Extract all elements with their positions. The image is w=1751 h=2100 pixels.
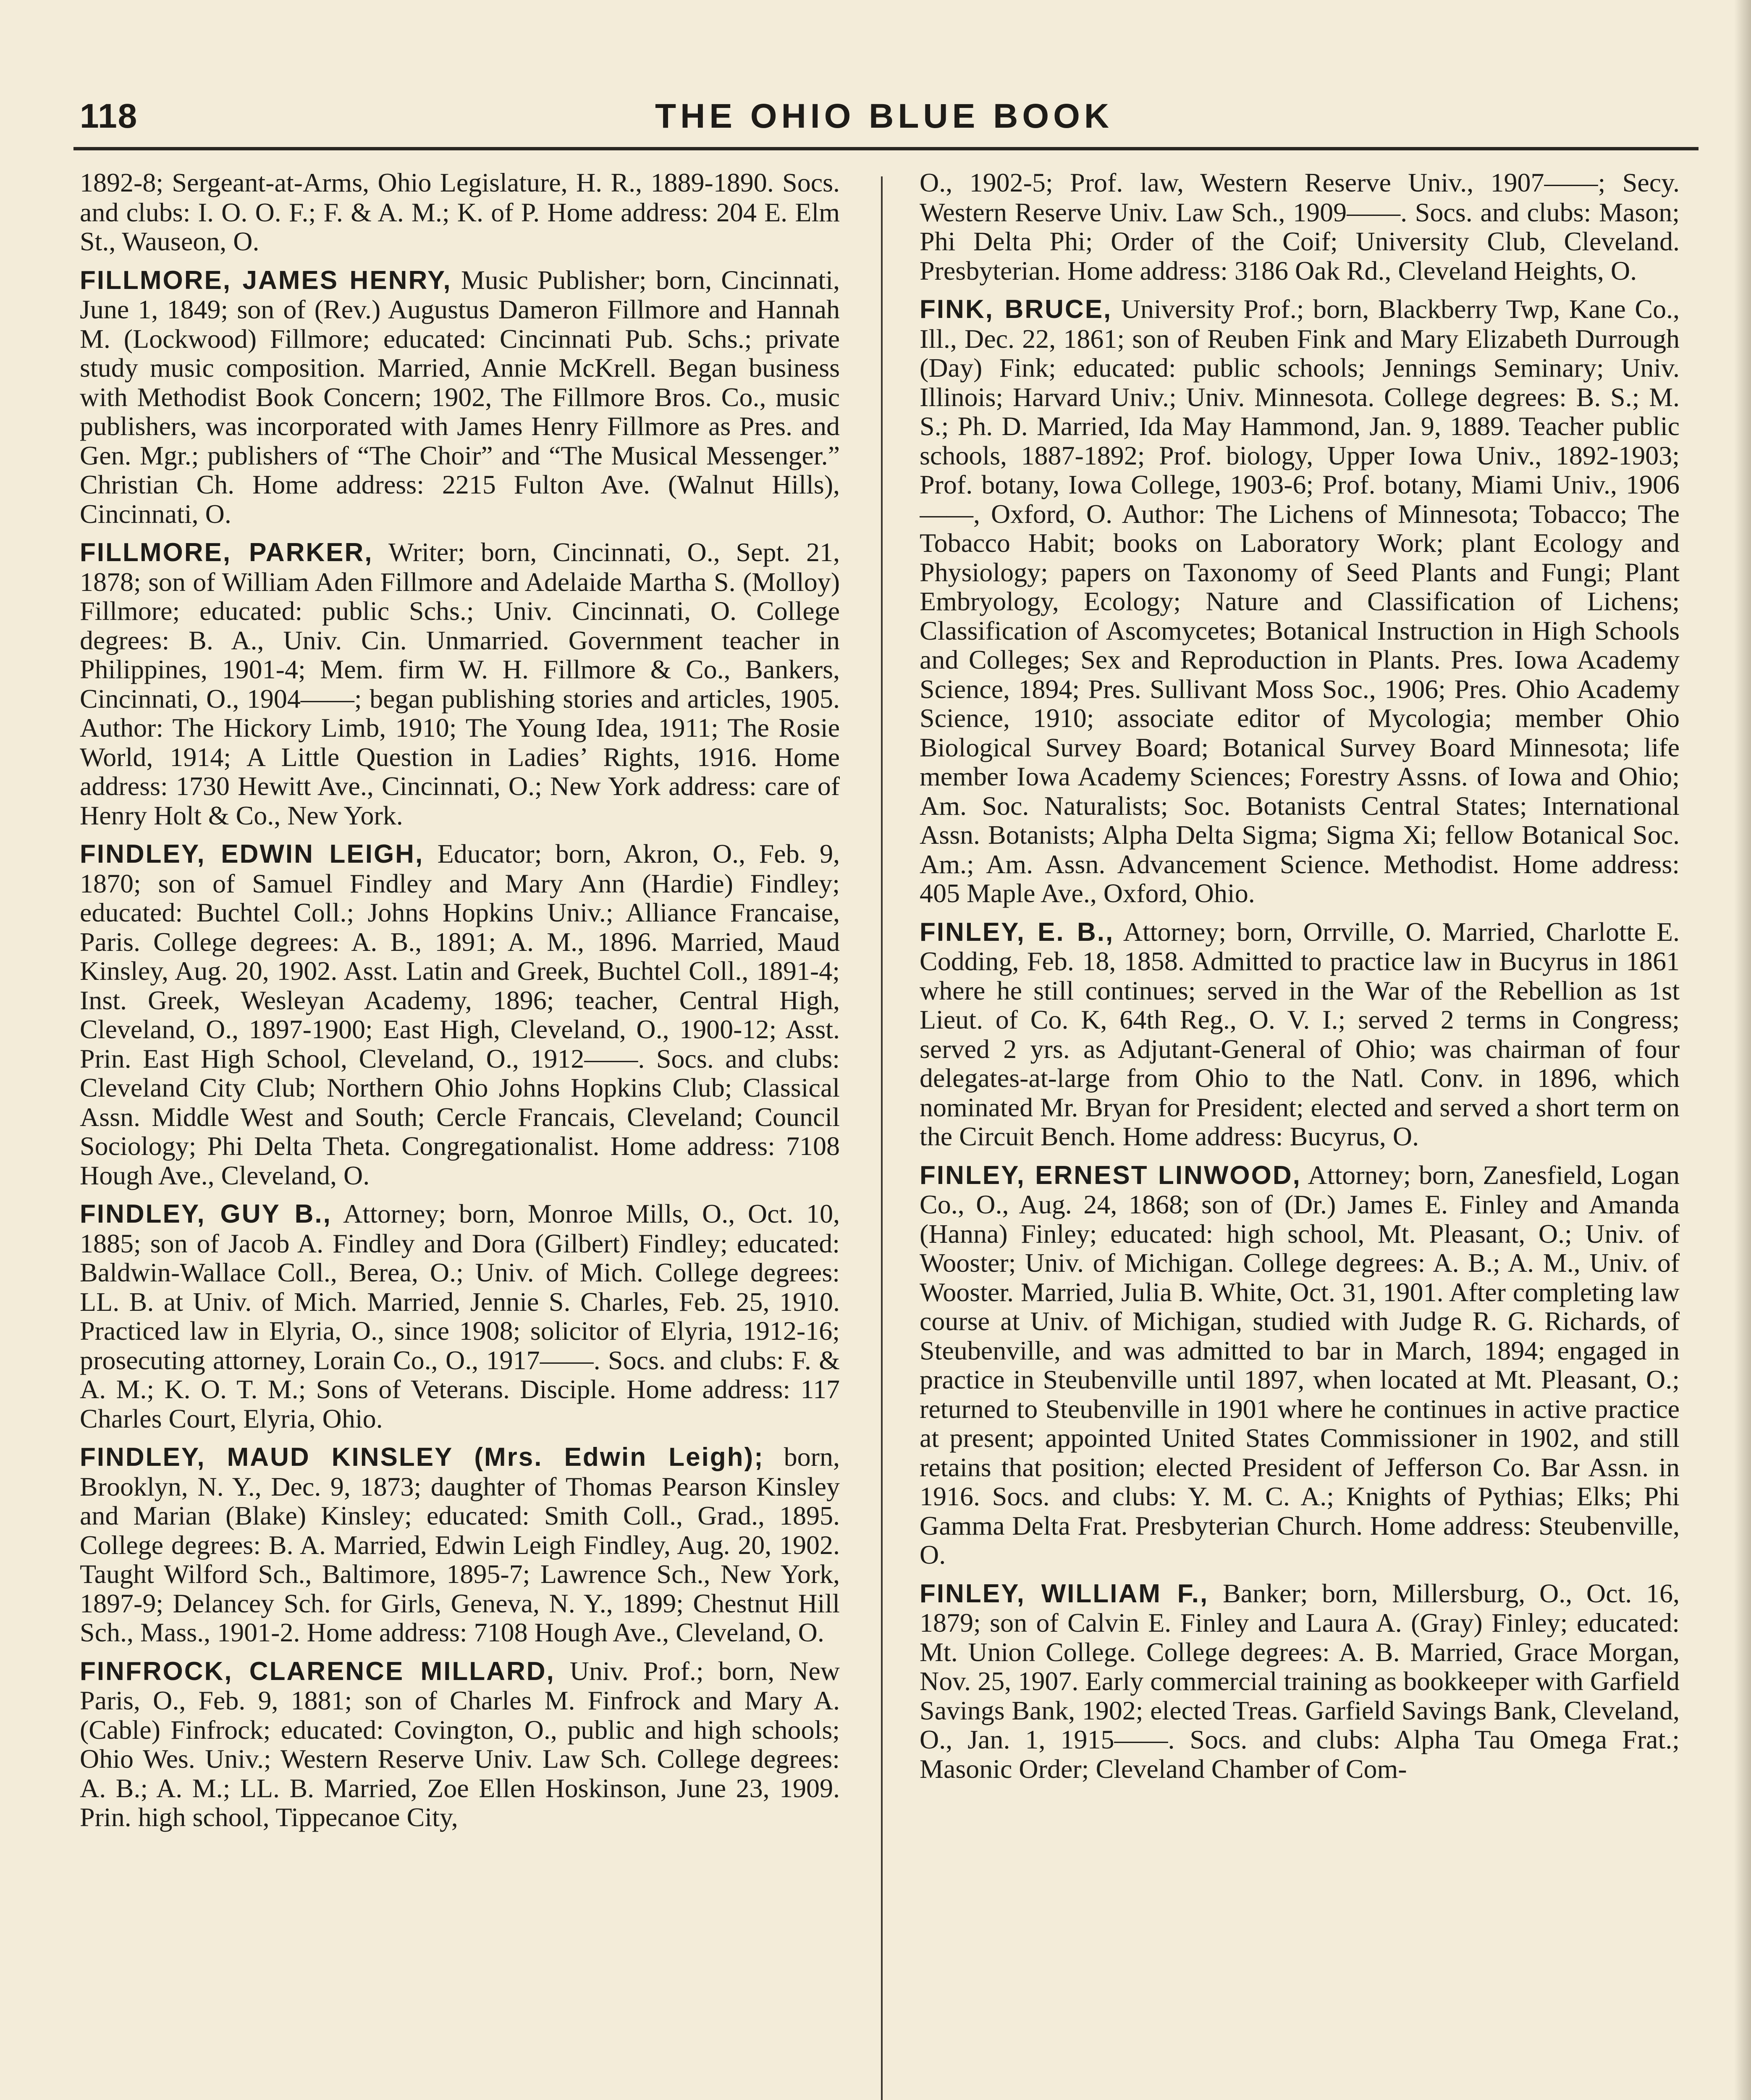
biography-entry xyxy=(920,1160,1680,1570)
entry-name: FILLMORE, JAMES HENRY, xyxy=(80,265,452,295)
left-column xyxy=(80,168,840,2100)
biography-entry xyxy=(80,538,840,830)
entry-text: born, Brooklyn, N. Y., Dec. 9, 1873; daughter of Thomas Pearson Kinsley and Marian (Blake) Kinsley; educated: Smith Coll., Grad., 1895. College degrees: B. A. Married, Edwin Leigh Findley, Aug. 20, 1902. Taught Wilford Sch., Baltimore, 1895-7; Lawrence Sch., New York, 1897-9; Delancey Sch. for Girls, Geneva, N. Y., 1899; Chestnut Hill Sch., Mass., 1901-2. Home address: 7108 Hough Ave., Cleveland, O. xyxy=(80,1442,840,1647)
biography-entry xyxy=(920,294,1680,908)
entry-text: 1892-8; Sergeant-at-Arms, Ohio Legislature, H. R., 1889-1890. Socs. and clubs: I. O. O. F.; F. & A. M.; K. of P. Home address: 204 E. Elm St., Wauseon, O. xyxy=(80,168,840,256)
entry-text: Attorney; born, Monroe Mills, O., Oct. 10, 1885; son of Jacob A. Findley and Dora (Gilbert) Findley; educated: Baldwin-Wallace Coll., Berea, O.; Univ. of Mich. College degrees: LL. B. at Univ. of Mich. Married, Jennie S. Charles, Feb. 25, 1910. Practiced law in Elyria, O., since 1908; solicitor of Elyria, 1912-16; prosecuting attorney, Lorain Co., O., 1917——. Socs. and clubs: F. & A. M.; K. O. T. M.; Sons of Veterans. Disciple. Home address: 117 Charles Court, Elyria, Ohio. xyxy=(80,1199,840,1433)
entry-text: Writer; born, Cincinnati, O., Sept. 21, 1878; son of William Aden Fillmore and Adelaide Martha S. (Molloy) Fillmore; educated: public Schs.; Univ. Cincinnati, O. College degrees: B. A., Univ. Cin. Unmarried. Government teacher in Philippines, 1901-4; Mem. firm W. H. Fillmore & Co., Bankers, Cincinnati, O., 1904——; began publishing stories and articles, 1905. Author: The Hickory Limb, 1910; The Young Idea, 1911; The Rosie World, 1914; A Little Question in Ladies’ Rights, 1916. Home address: 1730 Hewitt Ave., Cincinnati, O.; New York address: care of Henry Holt & Co., New York. xyxy=(80,537,840,830)
entry-text: Attorney; born, Zanesfield, Logan Co., O., Aug. 24, 1868; son of (Dr.) James E. Finley and Amanda (Hanna) Finley; educated: high school, Mt. Pleasant, O.; Univ. of Wooster; Univ. of Michigan. College degrees: A. B.; A. M., Univ. of Wooster. Married, Julia B. White, Oct. 31, 1901. After completing law course at Univ. of Michigan, studied with Judge R. G. Richards, of Steubenville, and was admitted to bar in March, 1894; engaged in practice in Steubenville until 1897, when located at Mt. Pleasant, O.; returned to Steubenville in 1901 where he continues in active practice at present; appointed United States Commissioner in 1902, and still retains that position; elected President of Jefferson Co. Bar Assn. in 1916. Socs. and clubs: Y. M. C. A.; Knights of Pythias; Elks; Phi Gamma Delta Frat. Presbyterian Church. Home address: Steubenville, O. xyxy=(920,1160,1680,1570)
entry-name: FINLEY, E. B., xyxy=(920,917,1114,947)
biography-entry xyxy=(80,1656,840,1832)
biography-entry xyxy=(80,168,840,256)
biography-entry xyxy=(920,917,1680,1151)
entry-text: Educator; born, Akron, O., Feb. 9, 1870; son of Samuel Findley and Mary Ann (Hardie) Findley; educated: Buchtel Coll.; Johns Hopkins Univ.; Alliance Francaise, Paris. College degrees: A. B., 1891; A. M., 1896. Married, Maud Kinsley, Aug. 20, 1902. Asst. Latin and Greek, Buchtel Coll., 1891-4; Inst. Greek, Wesleyan Academy, 1896; teacher, Central High, Cleveland, O., 1897-1900; East High, Cleveland, O., 1900-12; Asst. Prin. East High School, Cleveland, O., 1912——. Socs. and clubs: Cleveland City Club; Northern Ohio Johns Hopkins Club; Classical Assn. Middle West and South; Cercle Francais, Cleveland; Council Sociology; Phi Delta Theta. Congregationalist. Home address: 7108 Hough Ave., Cleveland, O. xyxy=(80,839,840,1190)
entry-name: FINLEY, WILLIAM F., xyxy=(920,1579,1209,1608)
entry-name: FINFROCK, CLARENCE MILLARD, xyxy=(80,1656,555,1686)
entry-name: FINDLEY, GUY B., xyxy=(80,1200,332,1228)
biography-entry xyxy=(80,839,840,1190)
entry-text: Univ. Prof.; born, New Paris, O., Feb. 9, 1881; son of Charles M. Finfrock and Mary A. (Cable) Finfrock; educated: Covington, O., public and high schools; Ohio Wes. Univ.; Western Reserve Univ. Law Sch. College degrees: A. B.; A. M.; LL. B. Married, Zoe Ellen Hoskinson, June 23, 1909. Prin. high school, Tippecanoe City, xyxy=(80,1656,840,1832)
entry-name: FINDLEY, MAUD KINSLEY (Mrs. Edwin Leigh); xyxy=(80,1443,764,1472)
page-number: 118 xyxy=(80,97,138,135)
column-divider xyxy=(881,176,883,2100)
entry-name: FINK, BRUCE, xyxy=(920,295,1112,324)
biography-entry xyxy=(920,1579,1680,1784)
entry-text: Attorney; born, Orrville, O. Married, Charlotte E. Codding, Feb. 18, 1858. Admitted to practice law in Bucyrus in 1861 where he still continues; served in the War of the Rebellion as 1st Lieut. of Co. K, 64th Reg., O. V. I.; served 2 terms in Congress; served 2 yrs. as Adjutant-General of Ohio; was chairman of four delegates-at-large from Ohio to the Natl. Conv. in 1896, which nominated Mr. Bryan for President; elected and served a short term on the Circuit Bench. Home address: Bucyrus, O. xyxy=(920,916,1680,1151)
entry-text: O., 1902-5; Prof. law, Western Reserve Univ., 1907——; Secy. Western Reserve Univ. Law Sch., 1909——. Socs. and clubs: Mason; Phi Delta Phi; Order of the Coif; University Club, Cleveland. Presbyterian. Home address: 3186 Oak Rd., Cleveland Heights, O. xyxy=(920,168,1680,286)
entry-text: Banker; born, Millersburg, O., Oct. 16, 1879; son of Calvin E. Finley and Laura A. (Gray) Finley; educated: Mt. Union College. College degrees: A. B. Married, Grace Morgan, Nov. 25, 1907. Early commercial training as bookkeeper with Garfield Savings Bank, 1902; elected Treas. Garfield Savings Bank, Cleveland, O., Jan. 1, 1915——. Socs. and clubs: Alpha Tau Omega Frat.; Masonic Order; Cleveland Chamber of Com- xyxy=(920,1578,1680,1784)
biography-entry xyxy=(80,1442,840,1647)
entry-name: FINDLEY, EDWIN LEIGH, xyxy=(80,840,424,869)
biography-entry xyxy=(80,1199,840,1433)
running-title: THE OHIO BLUE BOOK xyxy=(655,97,1114,135)
biography-entry xyxy=(920,168,1680,285)
page-header xyxy=(80,97,1701,143)
header-rule xyxy=(73,147,1699,150)
entry-text: University Prof.; born, Blackberry Twp, Kane Co., Ill., Dec. 22, 1861; son of Reuben Fink and Mary Elizabeth Durrough (Day) Fink; educated: public schools; Jennings Seminary; Univ. Illinois; Harvard Univ.; Univ. Minnesota. College degrees: B. S.; M. S.; Ph. D. Married, Ida May Hammond, Jan. 9, 1889. Teacher public schools, 1887-1892; Prof. biology, Upper Iowa Univ., 1892-1903; Prof. botany, Iowa College, 1903-6; Prof. botany, Miami Univ., 1906——, Oxford, O. Author: The Lichens of Minnesota; Tobacco; The Tobacco Habit; books on Laboratory Work; plant Ecology and Physiology; papers on Taxonomy of Seed Plants and Fungi; Plant Embryology, Ecology; Nature and Classification of Lichens; Classification of Ascomycetes; Botanical Instruction in High Schools and Colleges; Sex and Reproduction in Plants. Pres. Iowa Academy Science, 1894; Pres. Sullivant Moss Soc., 1906; Pres. Ohio Academy Science, 1910; associate editor of Mycologia; member Ohio Biological Survey Board; Botanical Survey Board Minnesota; life member Iowa Academy Sciences; Forestry Assns. of Iowa and Ohio; Am. Soc. Naturalists; Soc. Botanists Central States; International Assn. Botanists; Alpha Delta Sigma; Sigma Xi; fellow Botanical Soc. Am.; Am. Assn. Advancement Science. Methodist. Home address: 405 Maple Ave., Oxford, Ohio. xyxy=(920,294,1680,908)
right-column xyxy=(920,168,1680,2100)
biography-entry xyxy=(80,265,840,529)
page-edge-shadow xyxy=(1734,0,1751,2100)
entry-name: FILLMORE, PARKER, xyxy=(80,538,373,567)
entry-name: FINLEY, ERNEST LINWOOD, xyxy=(920,1160,1301,1190)
entry-text: Music Publisher; born, Cincinnati, June 1, 1849; son of (Rev.) Augustus Dameron Fillmore and Hannah M. (Lockwood) Fillmore; educated: Cincinnati Pub. Schs.; private study music composition. Married, Annie McKrell. Began business with Methodist Book Concern; 1902, The Fillmore Bros. Co., music publishers, was incorporated with James Henry Fillmore as Pres. and Gen. Mgr.; publishers of “The Choir” and “The Musical Messenger.” Christian Ch. Home address: 2215 Fulton Ave. (Walnut Hills), Cincinnati, O. xyxy=(80,265,840,529)
